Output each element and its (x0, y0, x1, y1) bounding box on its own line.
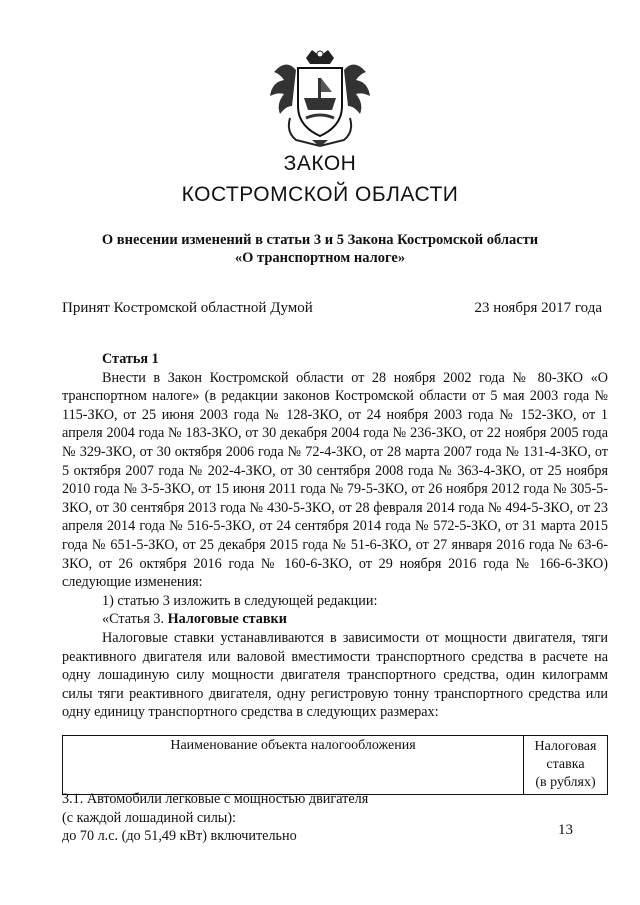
header-tax-rate-l2: ставка (546, 757, 585, 772)
row-3-1-rate: 13 (558, 822, 573, 838)
amendment-item-1: 1) статью 3 изложить в следующей редакции: (102, 592, 378, 609)
coat-of-arms-emblem (266, 48, 374, 148)
header-tax-rate-l1: Налоговая (534, 739, 597, 754)
table-header-row (63, 736, 608, 795)
article-3-heading (62, 610, 608, 629)
article-3-title: Налоговые ставки (167, 611, 287, 628)
law-subtitle-line-1: О внесении изменений в статьи 3 и 5 Закона Костромской области (101, 232, 539, 248)
header-object-name: Наименование объекта налогообложения (63, 736, 524, 795)
article-heading: Статья 1 (102, 351, 159, 367)
row-3-1-line-2: (с каждой лошадиной силы): (62, 809, 236, 826)
header-tax-rate (524, 736, 608, 795)
document-title-line-1: ЗАКОН (283, 152, 357, 175)
article-body (62, 350, 608, 722)
row-3-1-line-1: 3.1. Автомобили легковые с мощностью двигателя (62, 791, 369, 807)
article-intro-paragraph: Внести в Закон Костромской области от 28 ноября 2002 года № 80-ЗКО «О транспортном налоге» (в редакции законов Костромской области от 5 мая 2003 года № 115-ЗКО, от 25 июня 2003 года № 128-ЗКО, от 24 ноября 2003 года № 152-ЗКО, от 1 апреля 2004 года № 183-ЗКО, от 30 декабря 2004 года № 236-ЗКО, от 22 ноября 2005 года № 329-ЗКО, от 30 октября 2006 года № 72-4-ЗКО, от 28 марта 2007 года № 131-4-ЗКО, от 5 октября 2007 года № 202-4-ЗКО, от 30 сентября 2008 года № 363-4-ЗКО, от 25 ноября 2010 года № 3-5-ЗКО, от 15 июня 2011 года № 79-5-ЗКО, от 26 ноября 2012 года № 305-5-ЗКО, от 30 сентября 2013 года № 430-5-ЗКО, от 28 февраля 2014 года № 494-5-ЗКО, от 23 апреля 2014 года № 516-5-ЗКО, от 24 сентября 2014 года № 572-5-ЗКО, от 31 марта 2015 года № 651-5-ЗКО, от 25 декабря 2015 года № 51-6-ЗКО, от 27 января 2016 года № 63-6-ЗКО, от 26 октября 2016 года № 160-6-ЗКО, от 29 ноября 2016 года № 166-6-ЗКО) следующие изменения: (62, 369, 608, 591)
row-3-1-line-3: до 70 л.с. (до 51,49 кВт) включительно (62, 828, 297, 845)
adoption-date: 23 ноября 2017 года (474, 300, 602, 316)
adopted-by: Принят Костромской областной Думой (62, 300, 313, 316)
header-tax-rate-l3: (в рублях) (535, 775, 596, 790)
law-subtitle-line-2: «О транспортном налоге» (234, 250, 406, 266)
article-3-text: Налоговые ставки устанавливаются в зависимости от мощности двигателя, тяги реактивного двигателя или валовой вместимости транспортного средства в расчете на одну лошадиную силу мощности двигателя транспортного средства, один килограмм силы тяги реактивного двигателя, одну регистровую тонну транспортного средства или одну единицу транспортного средства в следующих размерах: (62, 629, 608, 721)
rate-row-3-1 (62, 790, 608, 846)
article-3-prefix: «Статья 3. (102, 611, 168, 628)
tax-rates-table (62, 735, 608, 795)
document-title-line-2: КОСТРОМСКОЙ ОБЛАСТИ (181, 183, 459, 206)
